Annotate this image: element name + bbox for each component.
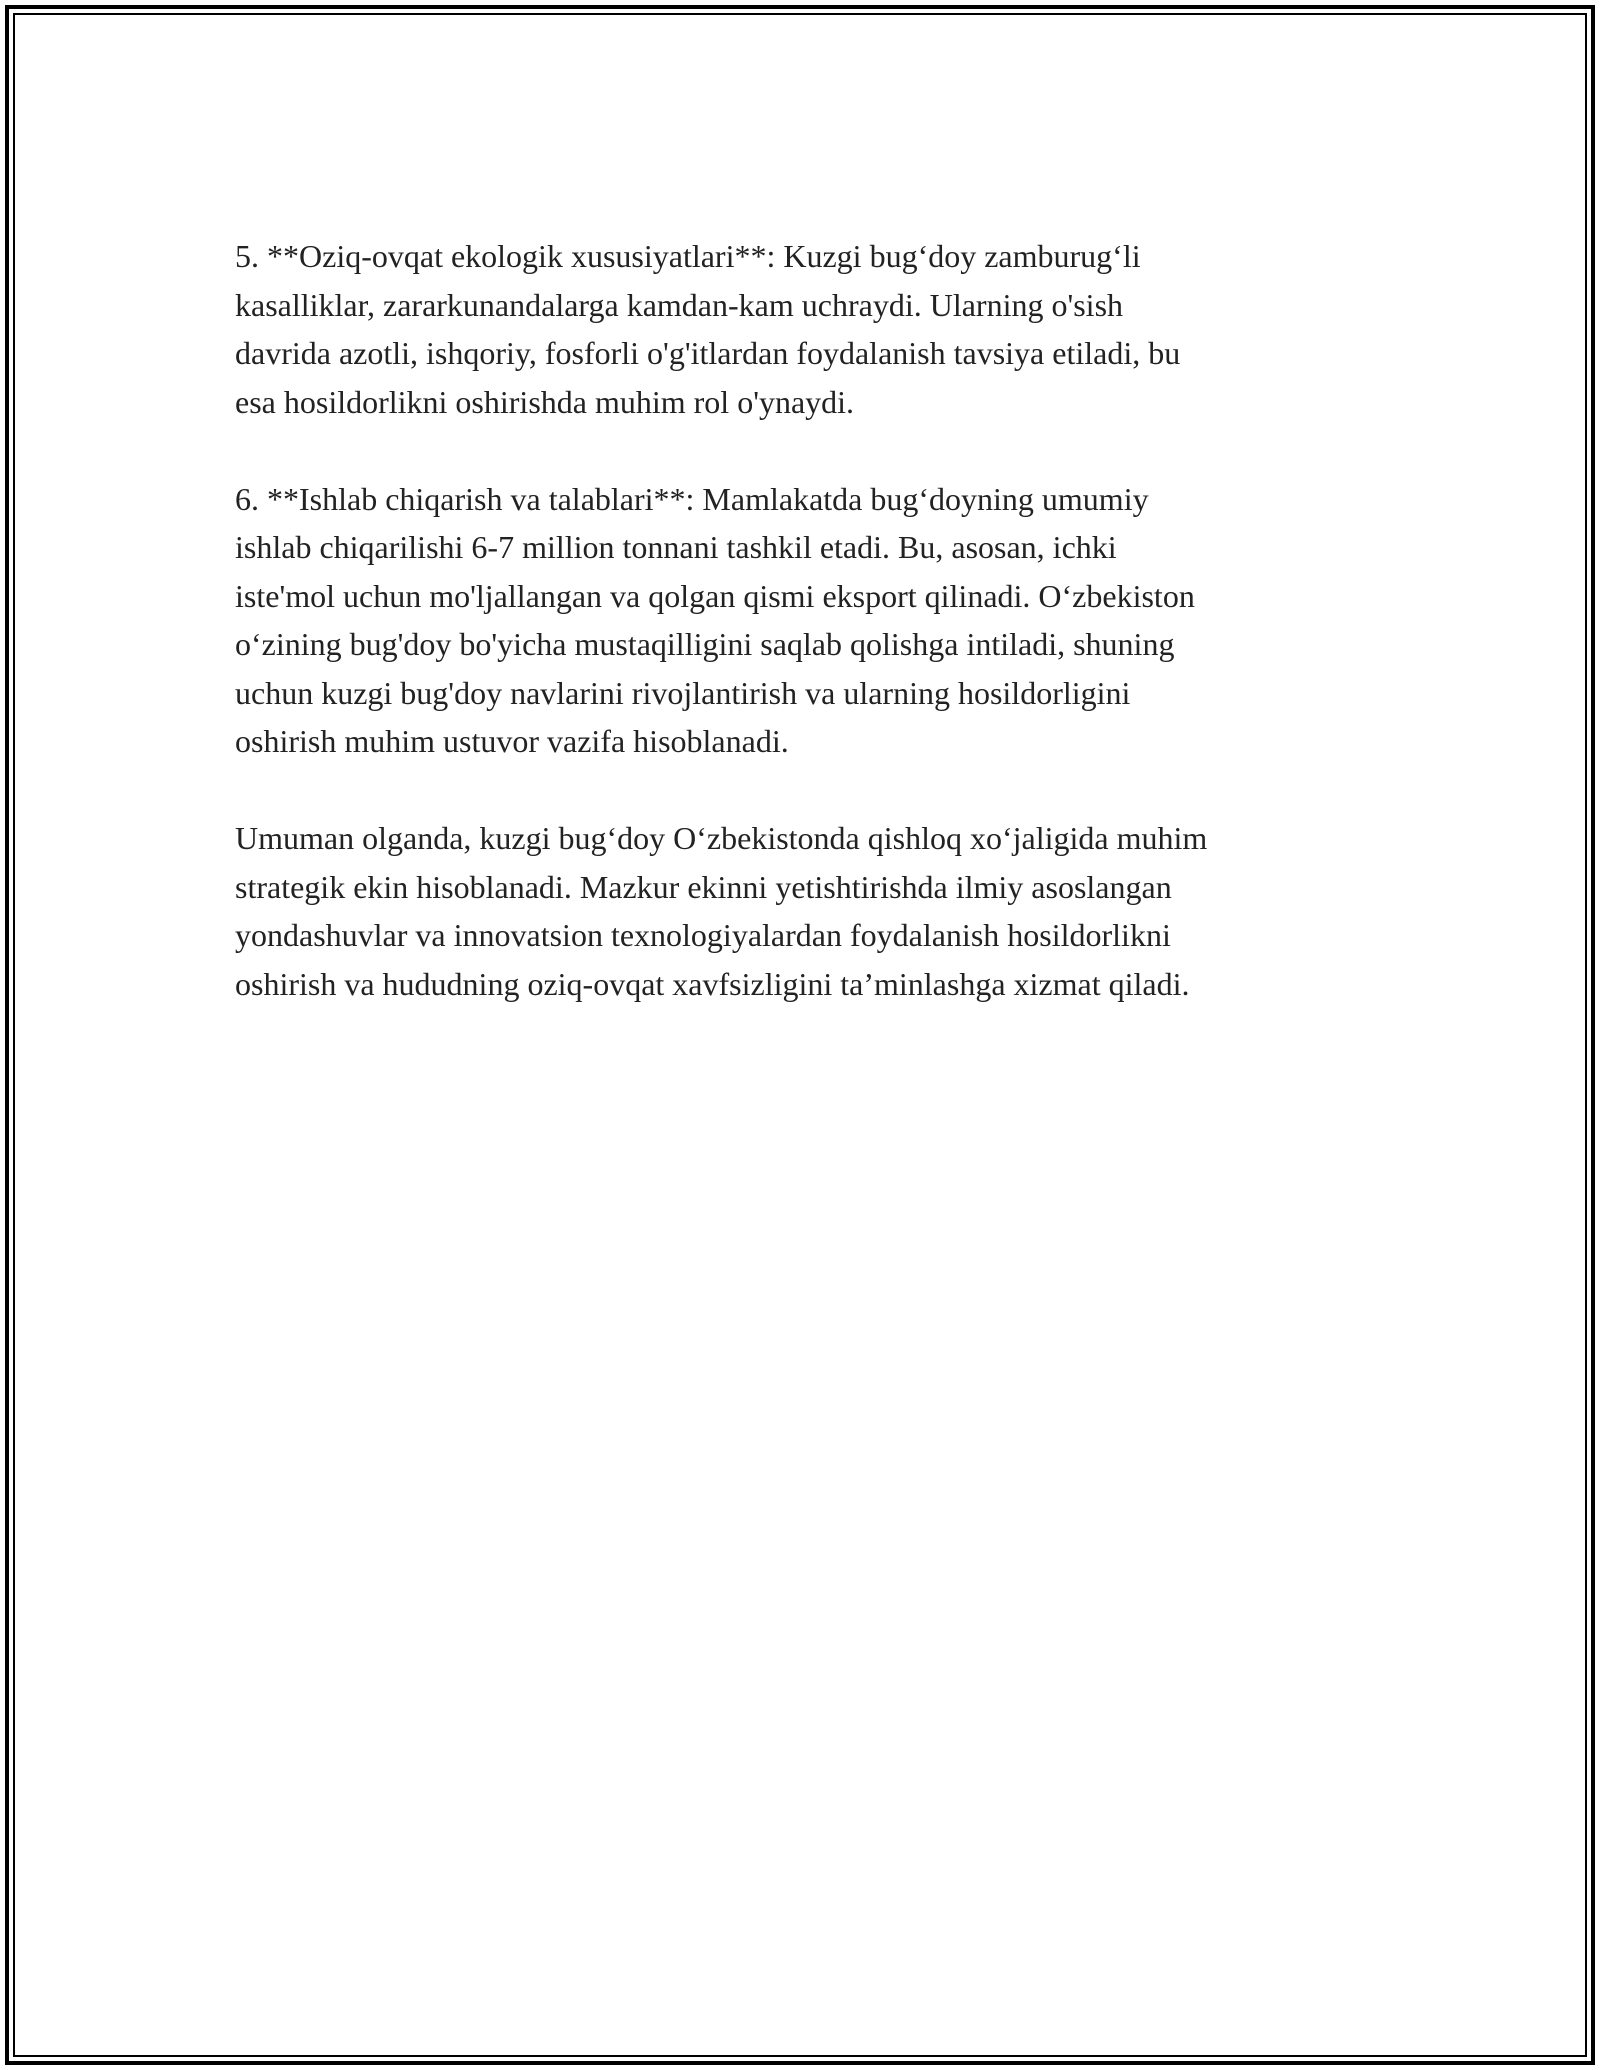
document-body — [235, 232, 1375, 1057]
paragraph-item-6-production-requirements: 6. **Ishlab chiqarish va talablari**: Mamlakatda bug‘doyning umumiy ishlab chiqarilishi 6-7 million tonnani tashkil etadi. Bu, asosan, ichki iste'mol uchun mo'ljallangan va qolgan qismi eksport qilinadi. O‘zbekiston o‘zining bug'doy bo'yicha mustaqilligini saqlab qolishga intiladi, shuning uchun kuzgi bug'doy navlarini rivojlantirish va ularning hosildorligini oshirish muhim ustuvor vazifa hisoblanadi. — [235, 480, 1195, 759]
paragraph-item-5-food-ecology: 5. **Oziq-ovqat ekologik xususiyatlari**: Kuzgi bug‘doy zamburug‘li kasalliklar, zararkunandalarga kamdan-kam uchraydi. Ularning o'sish davrida azotli, ishqoriy, fosforli o'g'itlardan foydalanish tavsiya etiladi, bu esa hosildorlikni oshirishda muhim rol o'ynaydi. — [235, 238, 1181, 420]
paragraph-conclusion: Umuman olganda, kuzgi bug‘doy O‘zbekistonda qishloq xo‘jaligida muhim strategik ekin hisoblanadi. Mazkur ekinni yetishtirishda ilmiy asoslangan yondashuvlar va innovatsion texnologiyalardan foydalanish hosildorlikni oshirish va hududning oziq-ovqat xavfsizligini ta’minlashga xizmat qiladi. — [235, 820, 1208, 1002]
